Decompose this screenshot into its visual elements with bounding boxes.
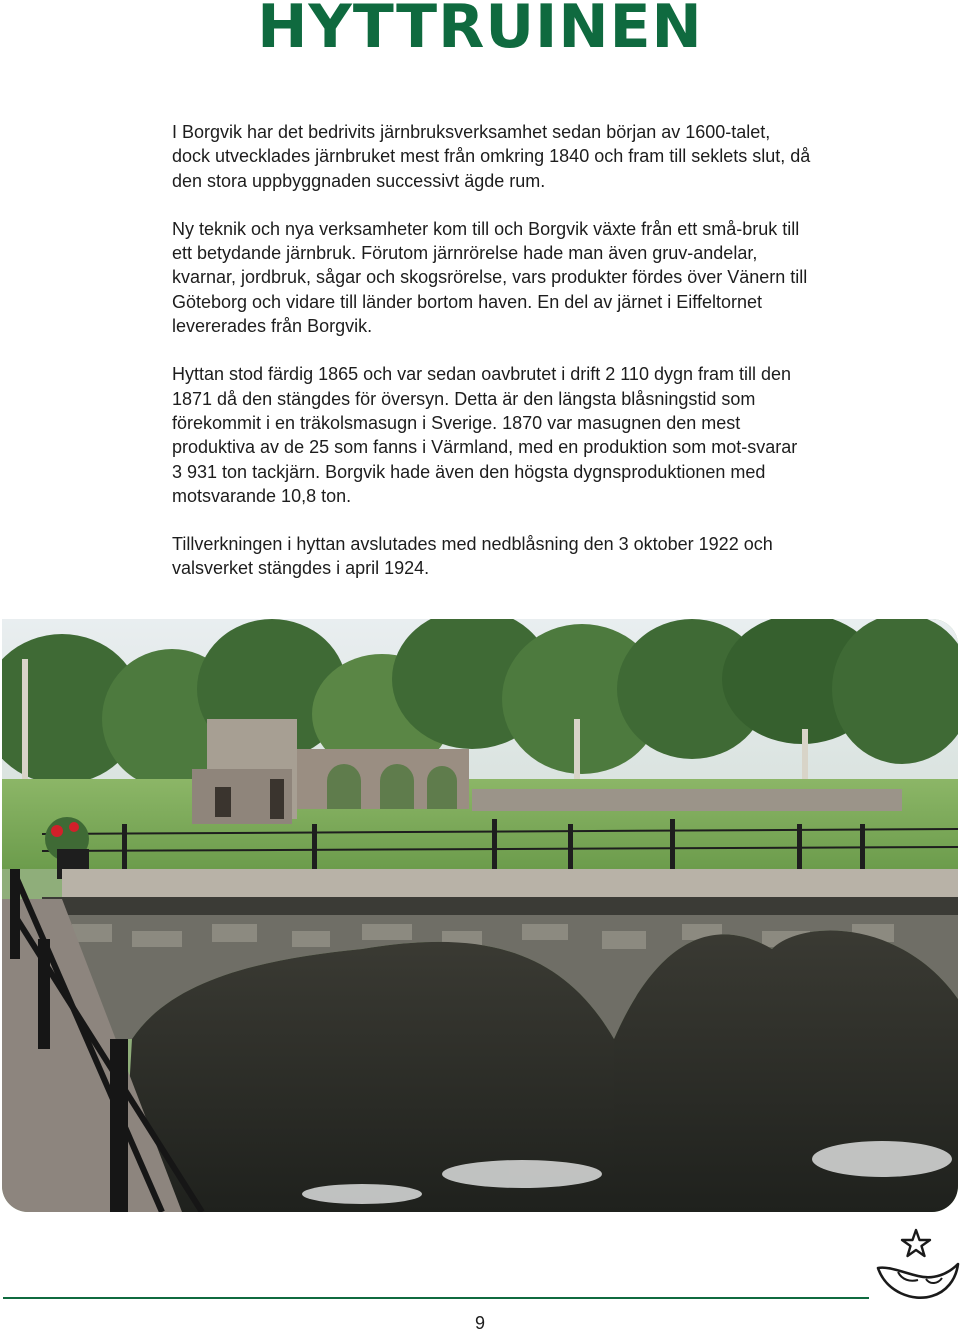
body-text — [172, 120, 812, 605]
footer-divider — [3, 1297, 869, 1299]
page-title: HYTTRUINEN — [257, 0, 703, 62]
paragraph-1: I Borgvik har det bedrivits järnbruksverksamhet sedan början av 1600-talet, dock utvecklades järnbruket mest från omkring 1840 och fram till seklets slut, då den stora uppbyggnaden successivt ägde rum. — [172, 122, 811, 191]
photo-stone-bridge-and-furnace-ruin — [2, 619, 958, 1212]
star-moon-emblem-icon — [868, 1222, 960, 1312]
paragraph-3: Hyttan stod färdig 1865 och var sedan oavbrutet i drift 2 110 dygn fram till den 1871 då den stängdes för översyn. Detta är den längsta blåsningstid som förekommit i en träkolsmasugn i Sverige. 1870 var masugnen den mest produktiva av de 25 som fanns i Värmland, med en produktion som mot-svarar 3 931 ton tackjärn. Borgvik hade även den högsta dygnsproduktionen med motsvarande 10,8 ton. — [172, 364, 798, 506]
paragraph-2: Ny teknik och nya verksamheter kom till och Borgvik växte från ett små-bruk till ett betydande järnbruk. Förutom järnrörelse hade man även gruv-andelar, kvarnar, jordbruk, sågar och skogsrörelse, vars produkter fördes över Vänern till Göteborg och vidare till länder bortom haven. En del av järnet i Eiffeltornet levererades från Borgvik. — [172, 218, 808, 337]
paragraph-4: Tillverkningen i hyttan avslutades med nedblåsning den 3 oktober 1922 och valsverket stängdes i april 1924. — [172, 534, 773, 579]
page-number: 9 — [474, 1313, 485, 1333]
photo-illustration — [2, 619, 958, 1212]
